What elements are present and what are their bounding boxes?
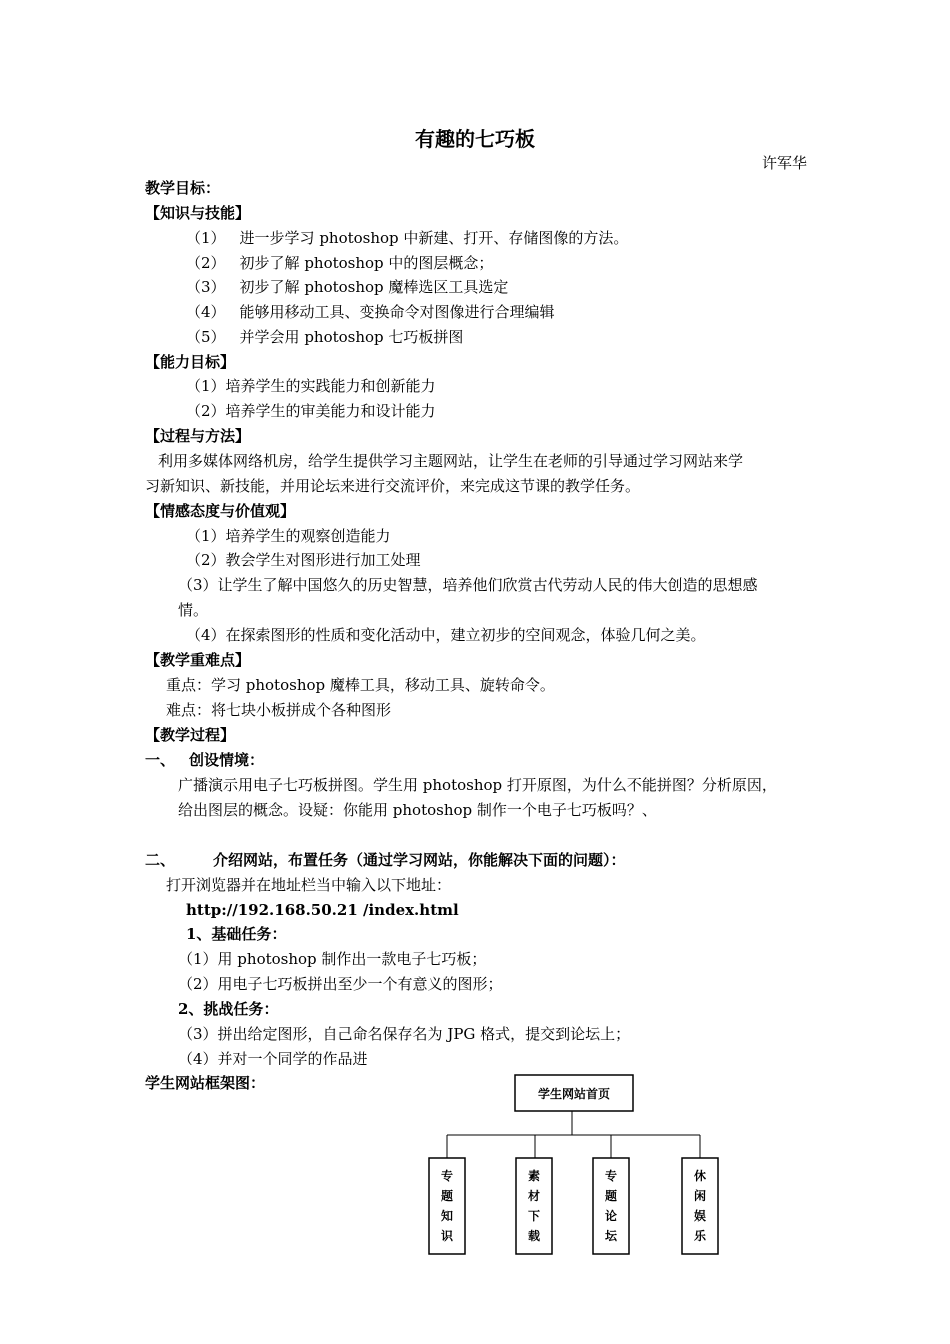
section-one-text: 广播演示用电子七巧板拼图。学生用 photoshop 打开原图，为什么不能拼图？分析原因，: [178, 776, 777, 794]
item-number: （3）: [186, 278, 226, 296]
challenge-task-item: （4）并对一个同学的作品进: [178, 1050, 368, 1065]
site-frame-diagram: [420, 1072, 730, 1262]
key-points-heading: 【教学重难点】: [145, 651, 251, 669]
item-text: 初步了解 photoshop 魔棒选区工具选定: [239, 278, 509, 296]
item-number: （1）: [186, 229, 226, 247]
ability-item: （1）培养学生的实践能力和创新能力: [186, 377, 436, 395]
emotion-item: （4）在探索图形的性质和变化活动中，建立初步的空间观念，体验几何之美。: [186, 626, 706, 644]
knowledge-item: [186, 302, 555, 322]
emotion-item: 情。: [178, 601, 209, 619]
item-text: 进一步学习 photoshop 中新建、打开、存储图像的方法。: [239, 229, 629, 247]
section-one-heading: [145, 750, 264, 770]
root-node-label: 学生网站首页: [537, 1087, 611, 1101]
basic-task-item: （2）用电子七巧板拼出至少一个有意义的图形；: [178, 975, 503, 993]
site-frame-heading: 学生网站框架图：: [145, 1074, 266, 1092]
process-method-text: 习新知识、新技能，并用论坛来进行交流评价，来完成这节课的教学任务。: [145, 477, 641, 495]
knowledge-item: [186, 228, 628, 248]
challenge-task-item: （3）拼出给定图形，自己命名保存名为 JPG 格式，提交到论坛上；: [178, 1025, 631, 1043]
process-method-text: 利用多媒体网络机房，给学生提供学习主题网站，让学生在老师的引导通过学习网站来学: [158, 452, 744, 470]
process-method-heading: 【过程与方法】: [145, 427, 251, 445]
emotion-item: （3）让学生了解中国悠久的历史智慧，培养他们欣赏古代劳动人民的伟大创造的思想感: [178, 576, 758, 594]
emotion-heading: 【情感态度与价值观】: [145, 502, 296, 520]
page-title: 有趣的七巧板: [415, 127, 535, 151]
basic-task-heading: 1、基础任务：: [186, 925, 287, 943]
website-url: http://192.168.50.21 /index.html: [186, 901, 459, 919]
key-point: 重点：学习 photoshop 魔棒工具，移动工具、旋转命令。: [166, 676, 555, 694]
ability-heading: 【能力目标】: [145, 353, 236, 371]
item-text: 能够用移动工具、变换命令对图像进行合理编辑: [239, 303, 555, 321]
knowledge-item: [186, 327, 463, 347]
challenge-task-heading: 2、挑战任务：: [178, 1000, 279, 1018]
emotion-item: （1）培养学生的观察创造能力: [186, 527, 391, 545]
section-two-intro: 打开浏览器并在地址栏当中输入以下地址：: [166, 876, 452, 894]
child-node-label: 专题论坛: [604, 1169, 618, 1243]
child-node-label: 专题知识: [440, 1169, 454, 1243]
teaching-process-heading: 【教学过程】: [145, 726, 236, 744]
section-one-text: 给出图层的概念。设疑：你能用 photoshop 制作一个电子七巧板吗？、: [178, 801, 657, 819]
item-text: 初步了解 photoshop 中的图层概念；: [239, 254, 494, 272]
objectives-heading: 教学目标：: [145, 179, 221, 197]
item-text: 并学会用 photoshop 七巧板拼图: [239, 328, 464, 346]
section-title: 创设情境：: [189, 751, 265, 769]
section-number: 一、: [145, 751, 176, 769]
emotion-item: （2）教会学生对图形进行加工处理: [186, 551, 421, 569]
child-node-label: 素材下载: [527, 1169, 541, 1243]
section-two-heading: [145, 850, 626, 870]
item-number: （2）: [186, 254, 226, 272]
knowledge-heading: 【知识与技能】: [145, 204, 251, 222]
ability-item: （2）培养学生的审美能力和设计能力: [186, 402, 436, 420]
child-node-label: 休闲娱乐: [693, 1169, 707, 1243]
item-number: （4）: [186, 303, 226, 321]
item-number: （5）: [186, 328, 226, 346]
difficult-point: 难点：将七块小板拼成个各种图形: [166, 701, 392, 719]
knowledge-item: [186, 277, 508, 297]
author: 许军华: [761, 154, 807, 172]
section-number: 二、: [145, 851, 176, 869]
basic-task-item: （1）用 photoshop 制作出一款电子七巧板；: [178, 950, 487, 968]
knowledge-item: [186, 253, 493, 273]
section-title: 介绍网站，布置任务（通过学习网站，你能解决下面的问题）：: [213, 851, 626, 869]
